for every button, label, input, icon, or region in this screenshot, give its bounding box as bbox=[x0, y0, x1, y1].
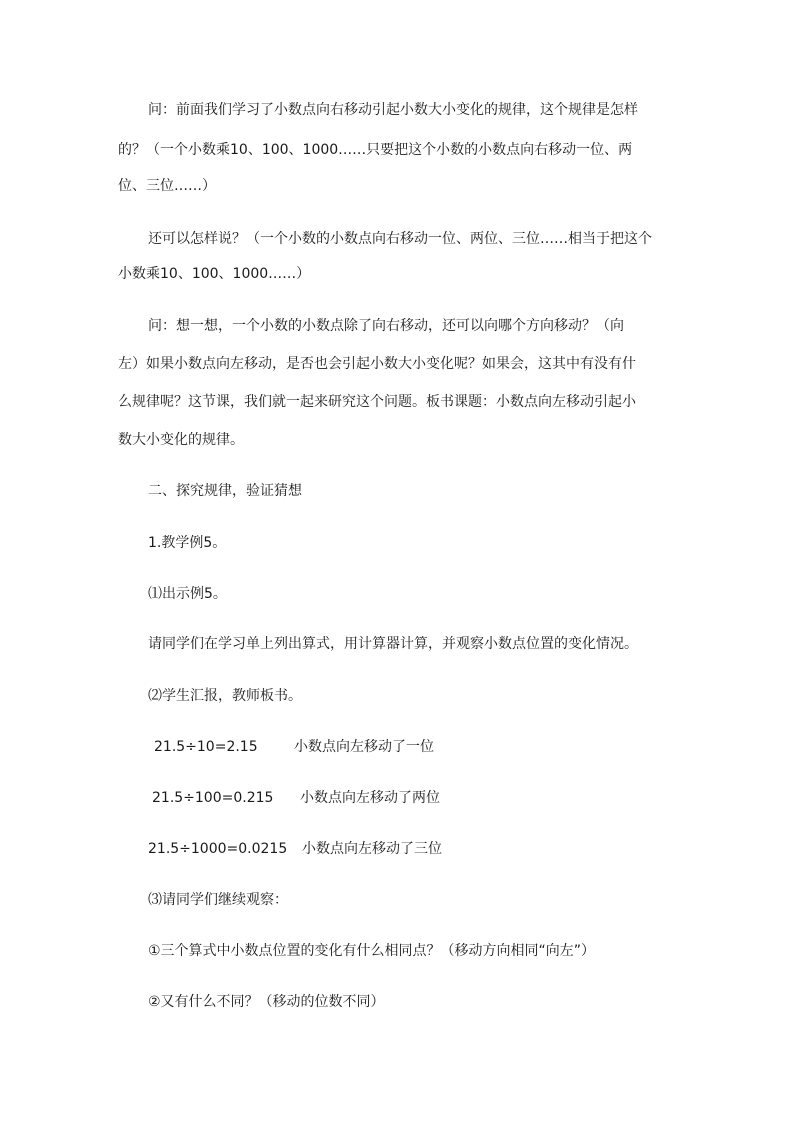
sub-item-1: ⑴出示例5。 bbox=[148, 586, 227, 602]
equation-expression: 21.5÷10=2.15 bbox=[154, 739, 258, 755]
instruction-text: 请同学们在学习单上列出算式，用计算器计算，并观察小数点位置的变化情况。 bbox=[148, 636, 638, 652]
equation-note: 小数点向左移动了一位 bbox=[294, 739, 434, 755]
sub-item-3: ⑶请同学们继续观察： bbox=[148, 892, 288, 908]
text-line: 么规律呢？这节课，我们就一起来研究这个问题。板书课题：小数点向左移动引起小 bbox=[118, 394, 636, 410]
equation-expression: 21.5÷100=0.215 bbox=[152, 790, 274, 806]
text-line: 小数乘10、100、1000……） bbox=[118, 266, 311, 282]
text-line: 位、三位……） bbox=[118, 178, 216, 194]
item-heading: 1.教学例5。 bbox=[148, 535, 227, 551]
equation-note: 小数点向左移动了两位 bbox=[300, 790, 440, 806]
text-line: 还可以怎样说？（一个小数的小数点向右移动一位、两位、三位……相当于把这个 bbox=[148, 231, 652, 247]
text-line: 的？（一个小数乘10、100、1000……只要把这个小数的小数点向右移动一位、两 bbox=[118, 142, 633, 158]
equation-note: 小数点向左移动了三位 bbox=[302, 841, 442, 857]
section-heading: 二、探究规律，验证猜想 bbox=[148, 483, 302, 499]
text-line: 数大小变化的规律。 bbox=[118, 432, 244, 448]
equation-expression: 21.5÷1000=0.0215 bbox=[148, 841, 288, 857]
question-2: ②又有什么不同？（移动的位数不同） bbox=[148, 994, 385, 1010]
text-line: 问：前面我们学习了小数点向右移动引起小数大小变化的规律，这个规律是怎样 bbox=[148, 102, 638, 118]
question-1: ①三个算式中小数点位置的变化有什么相同点？（移动方向相同“向左”） bbox=[148, 943, 596, 959]
text-line: 问：想一想，一个小数的小数点除了向右移动，还可以向哪个方向移动？（向 bbox=[148, 318, 624, 334]
text-line: 左）如果小数点向左移动，是否也会引起小数大小变化呢？如果会，这其中有没有什 bbox=[118, 356, 636, 372]
sub-item-2: ⑵学生汇报，教师板书。 bbox=[148, 688, 302, 704]
